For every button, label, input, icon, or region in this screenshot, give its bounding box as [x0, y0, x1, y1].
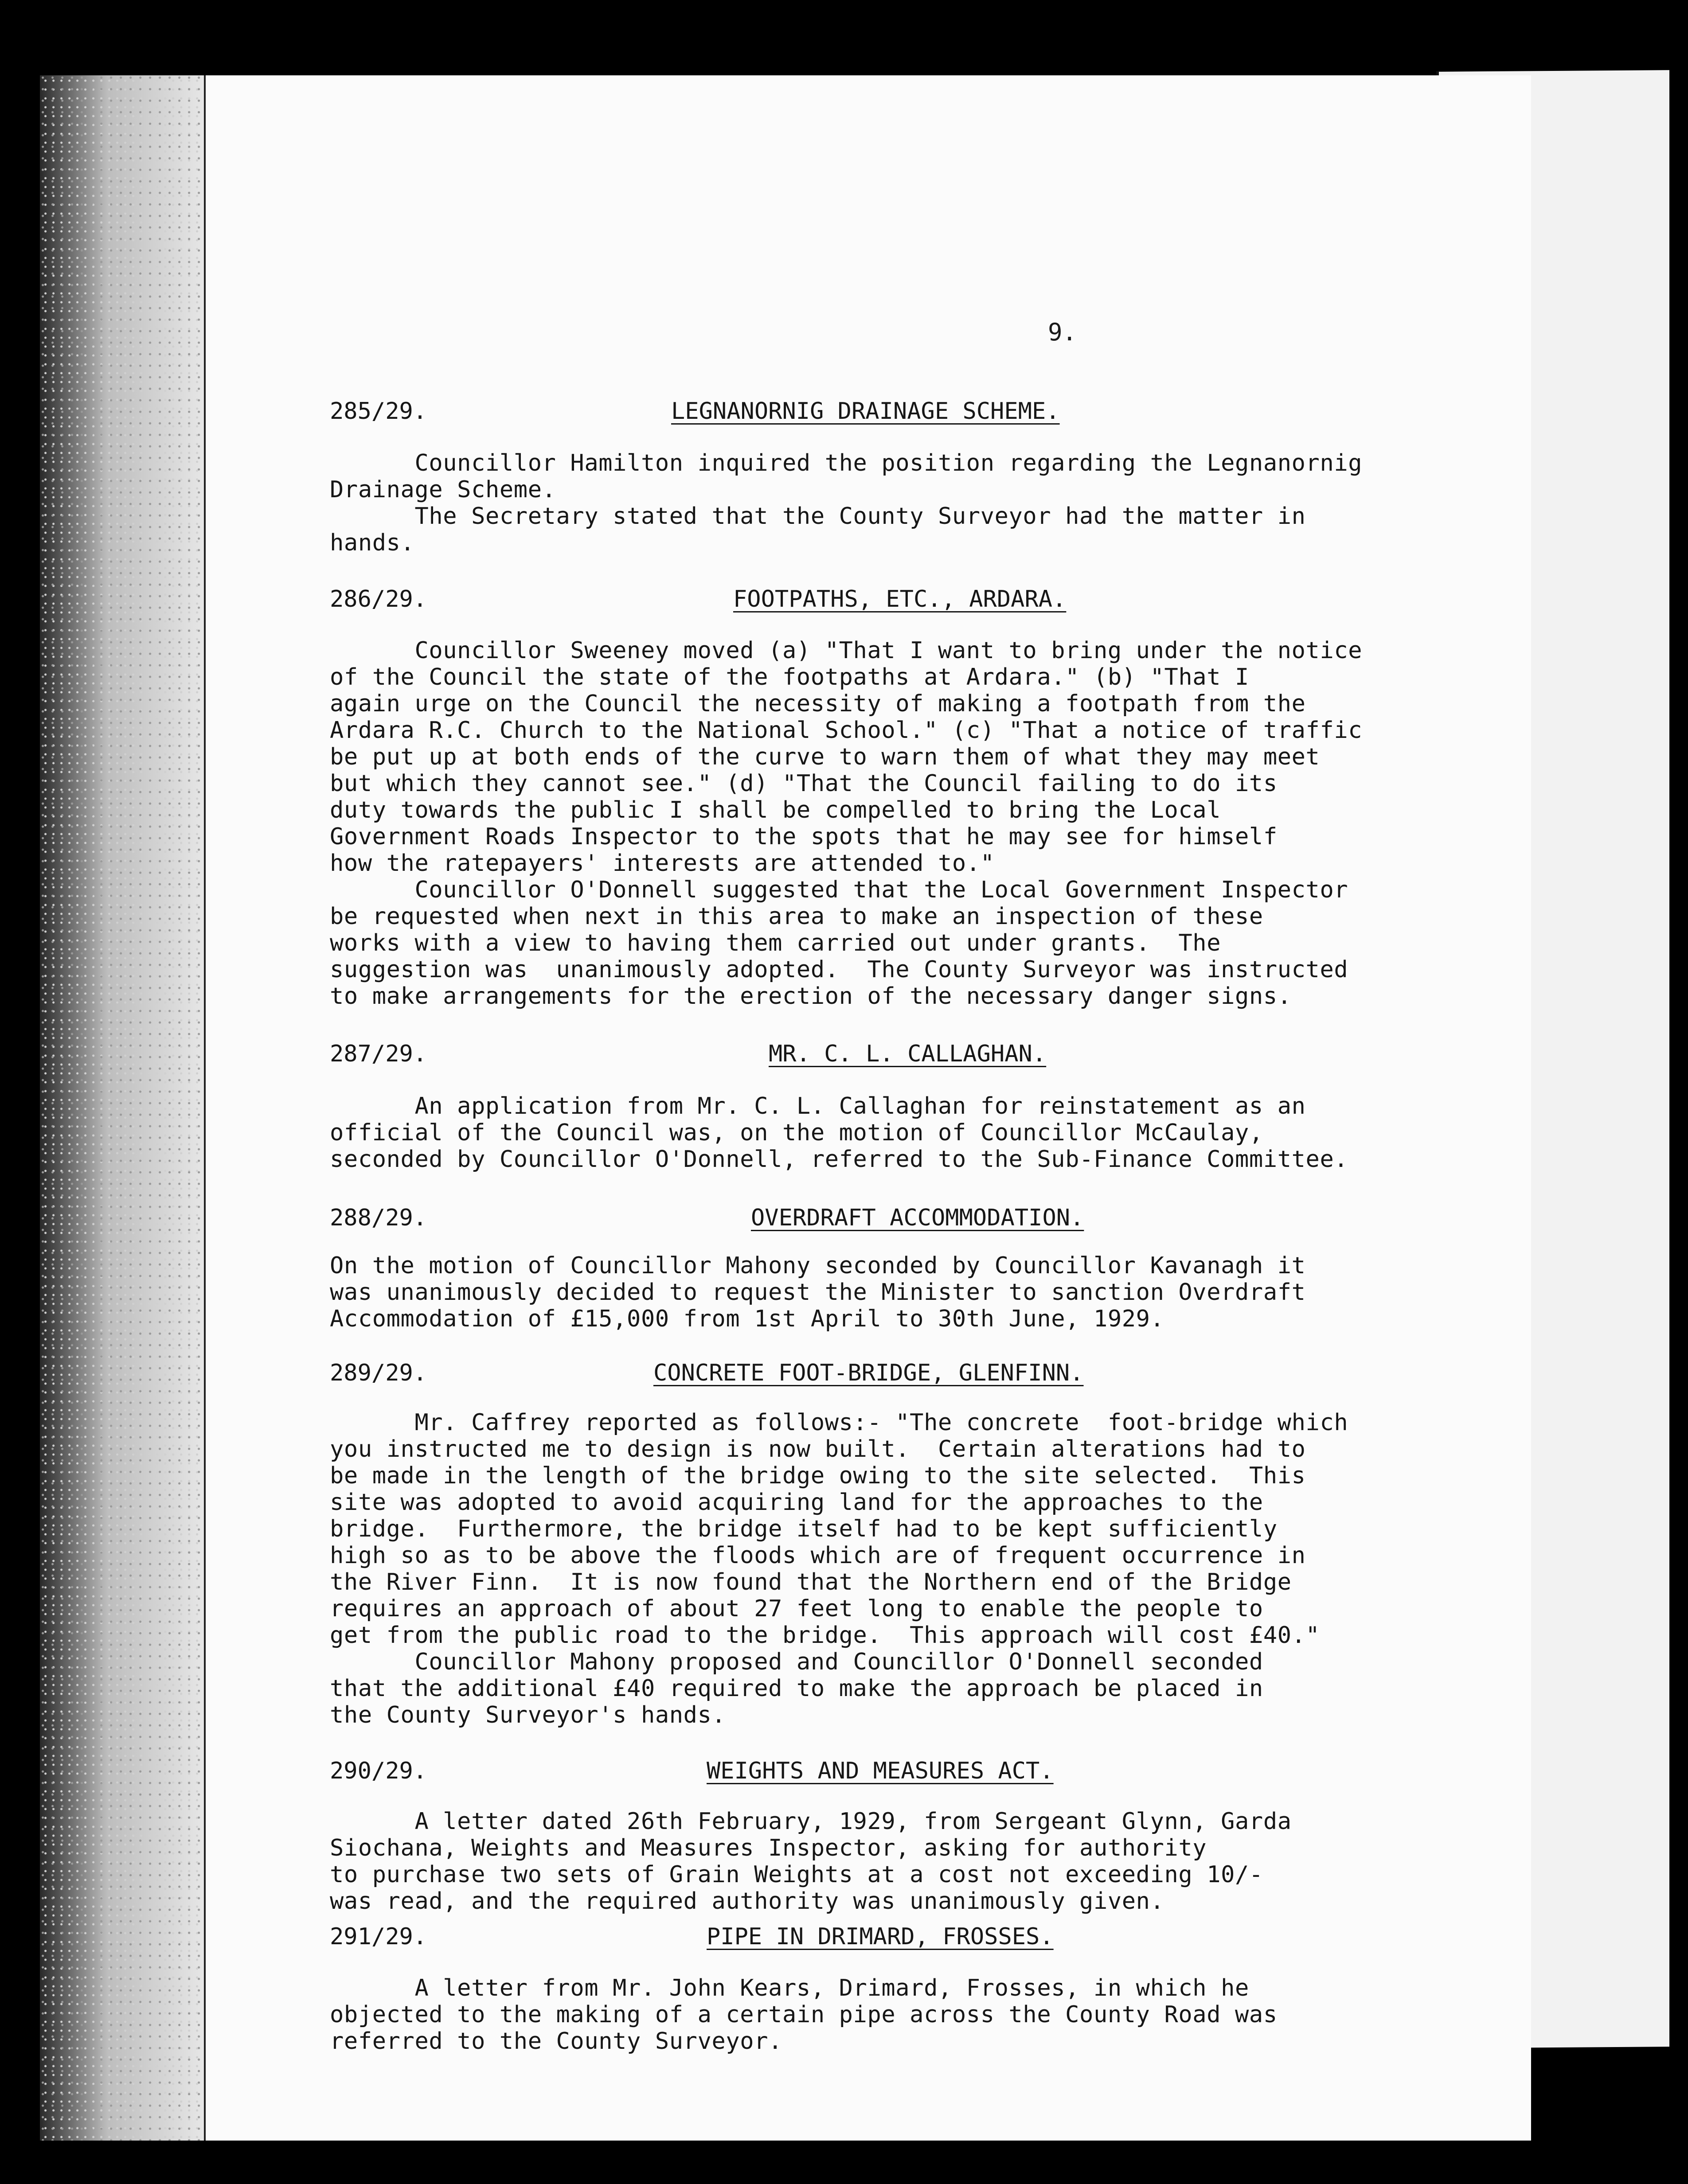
item-heading: OVERDRAFT ACCOMMODATION. — [751, 1205, 1084, 1231]
item-heading: MR. C. L. CALLAGHAN. — [769, 1041, 1047, 1067]
item-paragraph: Councillor Hamilton inquired the position regarding the Legnanornig Drainage Scheme. The Secretary stated that the County Surveyor had the matter in hands. — [330, 450, 1363, 556]
item-number: 291/29. — [330, 1923, 427, 1950]
item-number: 288/29. — [330, 1205, 427, 1231]
item-number: 287/29. — [330, 1041, 427, 1067]
item-paragraph: An application from Mr. C. L. Callaghan for reinstatement as an official of the Council was, on the motion of Councillor McCaulay, seconded by Councillor O'Donnell, referred to the Sub-Finance Committee. — [330, 1093, 1348, 1173]
item-number: 289/29. — [330, 1360, 427, 1386]
item-heading: WEIGHTS AND MEASURES ACT. — [707, 1758, 1054, 1784]
item-heading: PIPE IN DRIMARD, FROSSES. — [707, 1923, 1054, 1950]
item-paragraph: A letter dated 26th February, 1929, from Sergeant Glynn, Garda Siochana, Weights and Measures Inspector, asking for authority to purchase two sets of Grain Weights at a cost not exceeding 10/- was read, and the required authority was unanimously given. — [330, 1808, 1292, 1915]
item-heading: FOOTPATHS, ETC., ARDARA. — [733, 586, 1067, 612]
item-heading: LEGNANORNIG DRAINAGE SCHEME. — [671, 398, 1060, 425]
item-number: 290/29. — [330, 1758, 427, 1784]
item-heading: CONCRETE FOOT-BRIDGE, GLENFINN. — [653, 1360, 1084, 1386]
document-page — [204, 75, 1531, 2141]
item-paragraph: Councillor Sweeney moved (a) "That I want to bring under the notice of the Council the state of the footpaths at Ardara." (b) "That I again urge on the Council the necessity of making a footpath from the Ardara R.C. Church to the National School." (c) "That a notice of traffic be put up at both ends of the curve to warn them of what they may meet but which they cannot see." (d) "That the Council failing to do its duty towards the public I shall be compelled to bring the Local Government Roads Inspector to the spots that he may see for himself how the ratepayers' interests are attended to." Councillor O'Donnell suggested that the Local Government Inspector be requested when next in this area to make an inspection of these works with a view to having them carried out under grants. The suggestion was unanimously adopted. The County Surveyor was instructed to make arrangements for the erection of the necessary danger signs. — [330, 637, 1363, 1010]
item-number: 286/29. — [330, 586, 427, 612]
item-number: 285/29. — [330, 398, 427, 425]
item-paragraph: Mr. Caffrey reported as follows:- "The concrete foot-bridge which you instructed me to design is now built. Certain alterations had to be made in the length of the bridge owing to the site selected. This site was adopted to avoid acquiring land for the approaches to the bridge. Furthermore, the bridge itself had to be kept sufficiently high so as to be above the floods which are of frequent occurrence in the River Finn. It is now found that the Northern end of the Bridge requires an approach of about 27 feet long to enable the people to get from the public road to the bridge. This approach will cost £40." Councillor Mahony proposed and Councillor O'Donnell seconded that the additional £40 required to make the approach be placed in the County Surveyor's hands. — [330, 1409, 1348, 1728]
scanner-edge-left — [40, 75, 208, 2141]
item-paragraph: On the motion of Councillor Mahony seconded by Councillor Kavanagh it was unanimously decided to request the Minister to sanction Overdraft Accommodation of £15,000 from 1st April to 30th June, 1929. — [330, 1252, 1306, 1332]
page-number: 9. — [1048, 318, 1077, 346]
item-paragraph: A letter from Mr. John Kears, Drimard, Frosses, in which he objected to the making of a certain pipe across the County Road was referred to the County Surveyor. — [330, 1975, 1278, 2055]
